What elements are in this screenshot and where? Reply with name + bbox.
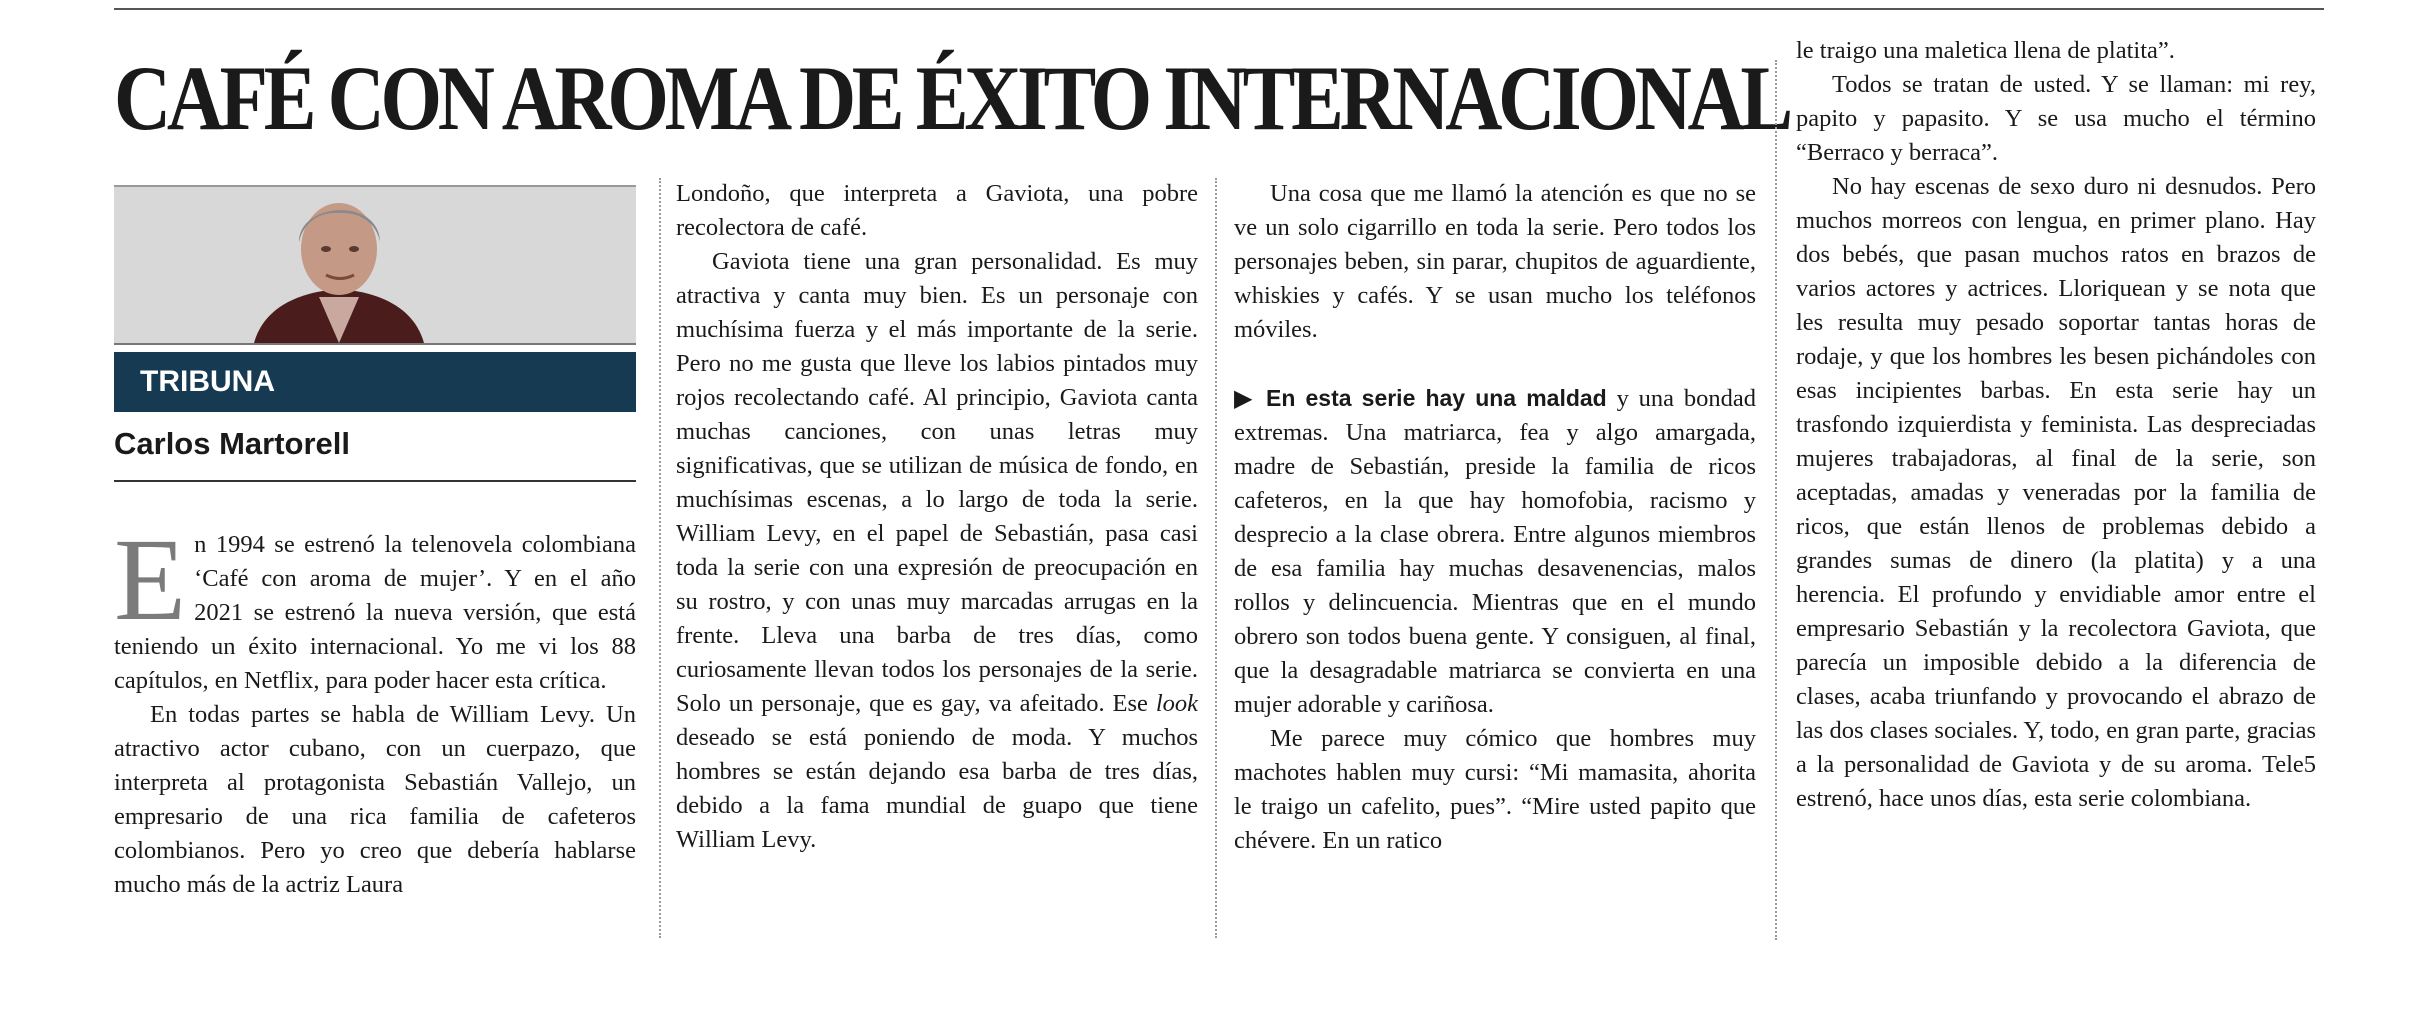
col3-paragraph-2: ▶ En esta serie hay una maldad y una bondad extremas. Una matriarca, fea y algo amargada, madre de Sebastián, preside la familia de ricos cafeteros, en la que hay homofobia, racismo y desprecio a la clase obrera. Entre algunos miembros de esa familia hay muchas desavenencias, malos rollos y delincuencia. Mientras que en el mundo obrero son todos buena gente. Y consiguen, al final, que la desagradable matriarca se convierta en una mujer adorable y cariñosa. bbox=[1234, 385, 1757, 718]
author-photo bbox=[114, 185, 636, 345]
col2-paragraph-1: Londoño, que interpreta a Gaviota, una pobre recolectora de café. bbox=[676, 180, 1198, 241]
col1-paragraph-1-text: n 1994 se estrenó la telenovela colombiana ‘Café con aroma de mujer’. Y en el año 2021 se estrenó la nueva versión, que está teniendo un éxito internacional. Yo me vi los 88 capítulos, en Netflix, para poder hacer esta crítica. bbox=[114, 531, 636, 694]
col2-paragraph-2: Gaviota tiene una gran personalidad. Es muy atractiva y canta muy bien. Es un personaje con muchísima fuerza y el más importante de la serie. Pero no me gusta que lleve los labios pintados muy rojos recolectando café. Al principio, Gaviota canta muchas canciones, con unas letras muy significativas, que se utilizan de música de fondo, en muchísimas escenas, a lo largo de toda la serie. William Levy, en el papel de Sebastián, pasa casi toda la serie con una expresión de preocupación en su rostro, y con unas muy marcadas arrugas en la frente. Lleva una barba de tres días, como curiosamente llevan todos los personajes de la serie. Solo un personaje, que es gay, va afeitado. Ese look deseado se está poniendo de moda. Y muchos hombres se están dejando esa barba de tres días, debido a la fama mundial de guapo que tiene William Levy. bbox=[676, 248, 1198, 853]
col4-paragraph-3: No hay escenas de sexo duro ni desnudos. Pero muchos morreos con lengua, en primer plano. Hay dos bebés, que pasan muchos ratos en brazos de varios actores y actrices. Lloriquean y se nota que les resulta muy pesado soportar tantas horas de rodaje, y que los hombres les besen pichándoles con esas incipientes barbas. En esta serie hay un trasfondo izquierdista y feminista. Las despreciadas mujeres trabajadoras, al final de la serie, son aceptadas, amadas y veneradas por la familia de ricos, que están llenos de problemas debido a grandes sumas de dinero (la platita) y a una herencia. El profundo y envidiable amor entre el empresario Sebastián y la recolectora Gaviota, que parecía un imposible debido a la diferencia de clases, acaba triunfando y provocando el abrazo de las dos clases sociales. Y, todo, en gran parte, gracias a la personalidad de Gaviota y de su aroma. Tele5 estrenó, hace unos días, esta serie colombiana. bbox=[1796, 173, 2316, 812]
lead-in-bold: En esta serie hay una maldad bbox=[1266, 385, 1607, 411]
column-divider-1 bbox=[659, 178, 661, 938]
column-divider-2 bbox=[1215, 178, 1217, 938]
author-portrait-image bbox=[114, 187, 636, 343]
headline: CAFÉ CON AROMA DE ÉXITO INTERNACIONAL bbox=[114, 47, 1789, 149]
top-rule bbox=[114, 8, 2324, 10]
column-1 bbox=[114, 514, 636, 902]
col1-paragraph-1 bbox=[114, 514, 636, 698]
section-label: TRIBUNA bbox=[114, 352, 636, 412]
italic-word: look bbox=[1155, 690, 1198, 717]
column-4 bbox=[1796, 34, 2316, 816]
column-3 bbox=[1234, 177, 1756, 858]
drop-cap: E bbox=[114, 514, 187, 645]
col3-paragraph-3: Me parece muy cómico que hombres muy machotes hablen muy cursi: “Mi mamasita, ahorita le traigo un cafelito, pues”. “Mire usted papito que chévere. En un ratico bbox=[1234, 725, 1756, 854]
column-divider-3 bbox=[1775, 60, 1777, 940]
author-rule bbox=[114, 480, 636, 482]
column-2 bbox=[676, 177, 1198, 857]
col3-paragraph-1: Una cosa que me llamó la atención es que no se ve un solo cigarrillo en toda la serie. Pero todos los personajes beben, sin parar, chupitos de aguardiente, whiskies y cafés. Y se usan mucho los teléfonos móviles. bbox=[1234, 180, 1756, 343]
col1-paragraph-2: En todas partes se habla de William Levy. Un atractivo actor cubano, con un cuerpazo, que interpreta al protagonista Sebastián Vallejo, un empresario de una rica familia de cafeteros colombianos. Pero yo creo que debería hablarse mucho más de la actriz Laura bbox=[114, 701, 636, 898]
col4-paragraph-2: Todos se tratan de usted. Y se llaman: mi rey, papito y papasito. Y se usa mucho el término “Berraco y berraca”. bbox=[1796, 71, 2316, 166]
col4-paragraph-1: le traigo una maletica llena de platita”. bbox=[1796, 37, 2175, 64]
arrow-icon: ▶ bbox=[1234, 386, 1257, 412]
author-name: Carlos Martorell bbox=[114, 426, 351, 461]
